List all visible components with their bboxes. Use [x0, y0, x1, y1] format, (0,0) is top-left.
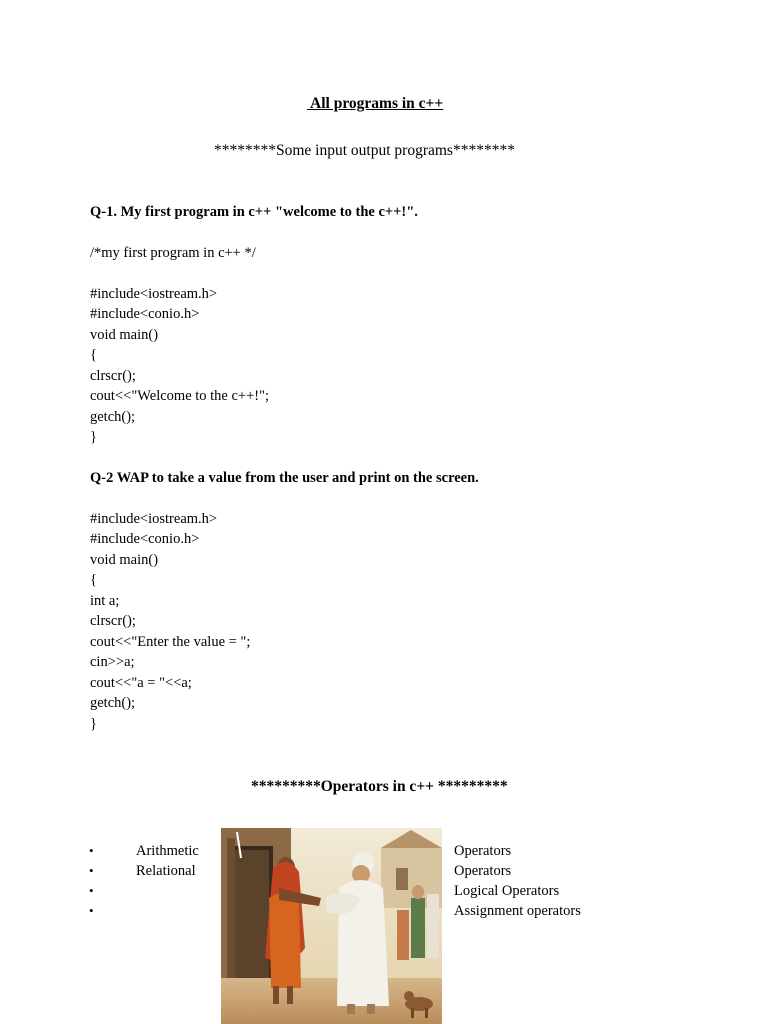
list-item-right: Assignment operators [454, 903, 581, 919]
bullet-icon: • [89, 903, 94, 918]
code-line: #include<iostream.h> [90, 286, 218, 302]
code-line: clrscr(); [90, 368, 136, 384]
code-line: void main() [90, 552, 159, 568]
code-line: { [90, 347, 97, 363]
code-line: cout<<"Enter the value = "; [90, 634, 251, 650]
question-1: Q-1. My first program in c++ "welcome to the c++!". [90, 204, 418, 220]
code-line: void main() [90, 327, 159, 343]
code-line: clrscr(); [90, 613, 136, 629]
code-line: } [90, 716, 97, 732]
question-2: Q-2 WAP to take a value from the user and print on the screen. [90, 470, 479, 486]
bullet-icon: • [89, 863, 94, 878]
code-line: #include<conio.h> [90, 306, 200, 322]
list-item-left: Relational [136, 863, 196, 879]
code-line: cout<<"Welcome to the c++!"; [90, 388, 270, 404]
code-line: int a; [90, 593, 120, 609]
section-heading-io-programs: ********Some input output programs******** [214, 142, 515, 159]
list-item-left: Arithmetic [136, 843, 199, 859]
list-item-right: Logical Operators [454, 883, 560, 899]
code-line: #include<iostream.h> [90, 511, 218, 527]
code-line: #include<conio.h> [90, 531, 200, 547]
code-line: { [90, 572, 97, 588]
code-comment: /*my first program in c++ */ [90, 245, 256, 261]
code-line: getch(); [90, 695, 136, 711]
bullet-icon: • [89, 883, 94, 898]
page-title: All programs in c++ [307, 95, 444, 112]
section-heading-operators: *********Operators in c++ ********* [251, 778, 508, 795]
list-item-right: Operators [454, 843, 512, 859]
painting-illustration-icon [221, 828, 442, 1024]
code-line: getch(); [90, 409, 136, 425]
code-line: } [90, 429, 97, 445]
list-item-right: Operators [454, 863, 512, 879]
code-line: cout<<"a = "<<a; [90, 675, 192, 691]
code-line: cin>>a; [90, 654, 135, 670]
bullet-icon: • [89, 843, 94, 858]
